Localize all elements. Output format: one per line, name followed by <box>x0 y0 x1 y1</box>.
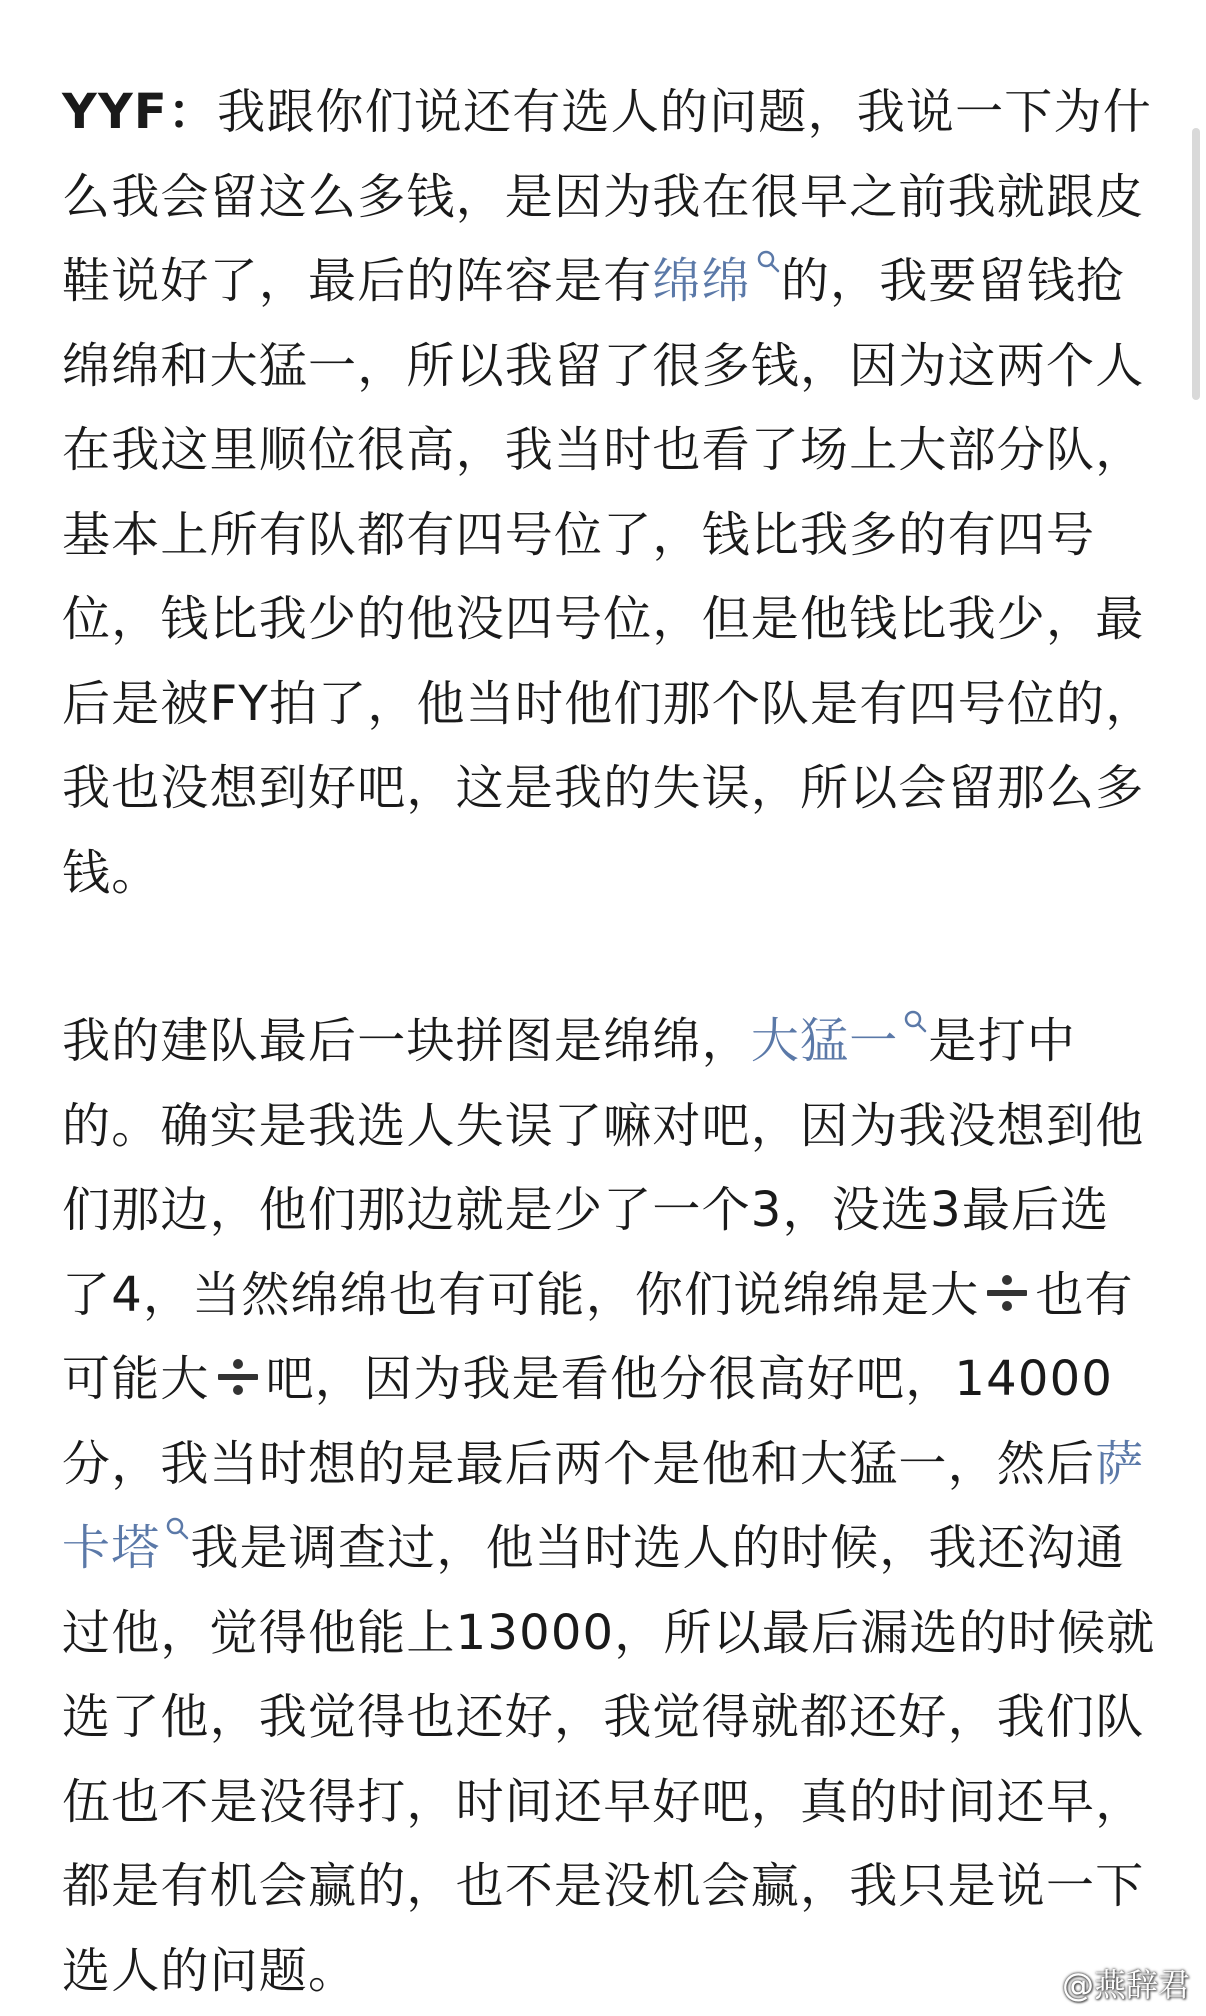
paragraph-2 <box>62 999 1158 2013</box>
scrollbar[interactable] <box>1192 128 1200 400</box>
keyword-link-mianmian[interactable]: 绵绵 <box>652 253 751 309</box>
paragraph-text: 我的建队最后一块拼图是绵绵， <box>62 1013 751 1069</box>
search-icon[interactable] <box>164 1516 190 1542</box>
keyword-link-sakata[interactable]: 萨卡塔 <box>62 1435 1145 1576</box>
paragraph-text: 也有可能大 <box>62 1266 1134 1407</box>
divide-icon <box>983 1269 1031 1317</box>
watermark-text: @燕辞君 <box>1061 1966 1190 2004</box>
watermark <box>1012 1960 1190 2006</box>
paragraph-text: 我是调查过，他当时选人的时候，我还沟通过他，觉得他能上13000，所以最后漏选的时候就选了他，我觉得也还好，我觉得就都还好，我们队伍也不是没得打，时间还早好吧，真的时间还早，都是有机会赢的，也不是没机会赢，我只是说一下选人的问题。 <box>62 1520 1156 1999</box>
divide-icon <box>214 1353 262 1401</box>
paragraph-text: 是打中的。确实是我选人失误了嘛对吧，因为我没想到他们那边，他们那边就是少了一个3，没选3最后选了4，当然绵绵也有可能，你们说绵绵是大 <box>62 1013 1145 1323</box>
paragraph-1 <box>62 70 1158 915</box>
search-icon[interactable] <box>755 249 781 275</box>
paragraph-text: 吧，因为我是看他分很高好吧，14000分，我当时想的是最后两个是他和大猛一，然后 <box>62 1351 1114 1492</box>
keyword-link-dameng[interactable]: 大猛一 <box>750 1013 899 1069</box>
speaker-label: YYF： <box>62 84 218 140</box>
search-icon[interactable] <box>902 1009 928 1035</box>
article-body <box>62 70 1158 2013</box>
weibo-logo-icon <box>1012 1965 1056 2001</box>
paragraph-text: 我跟你们说还有选人的问题，我说一下为什么我会留这么多钱，是因为我在很早之前我就跟皮鞋说好了，最后的阵容是有 <box>62 84 1152 309</box>
paragraph-text: 的，我要留钱抢绵绵和大猛一，所以我留了很多钱，因为这两个人在我这里顺位很高，我当时也看了场上大部分队，基本上所有队都有四号位了，钱比我多的有四号位，钱比我少的他没四号位，但是他钱比我少，最后是被FY拍了，他当时他们那个队是有四号位的，我也没想到好吧，这是我的失误，所以会留那么多钱。 <box>62 253 1155 901</box>
